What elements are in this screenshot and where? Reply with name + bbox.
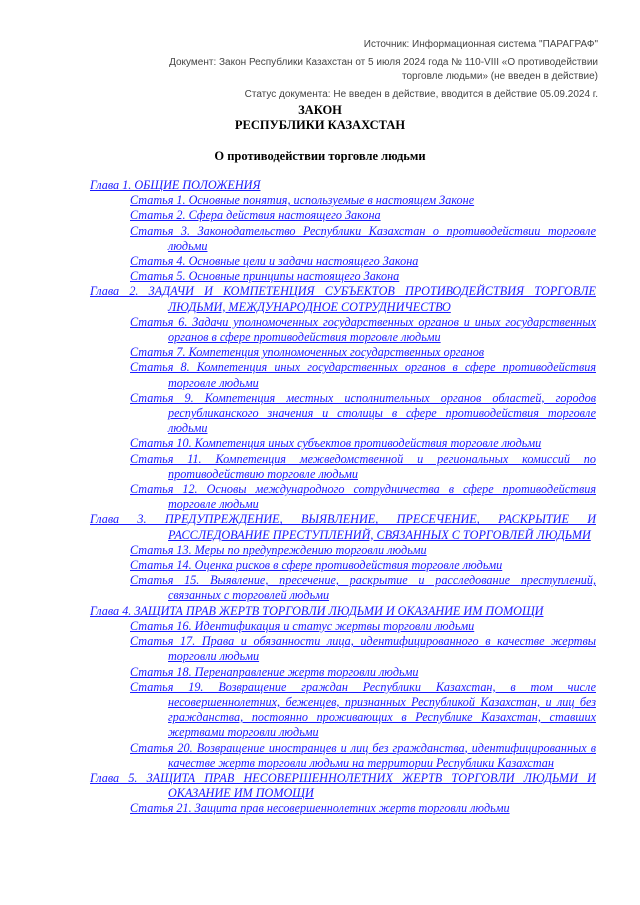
toc-chapter-link[interactable]: Глава 3. ПРЕДУПРЕЖДЕНИЕ, ВЫЯВЛЕНИЕ, ПРЕСЕЧЕНИЕ, РАСКРЫТИЕ И РАССЛЕДОВАНИЕ ПРЕСТУПЛЕНИЙ, СВЯЗАННЫХ С ТОРГОВЛЕЙ ЛЮДЬМИ [90,512,596,542]
toc-article-link[interactable]: Статья 14. Оценка рисков в сфере противодействия торговле людьми [130,558,503,573]
toc-chapter-link[interactable]: Глава 1. ОБЩИЕ ПОЛОЖЕНИЯ [90,178,261,192]
law-subtitle: О противодействии торговле людьми [214,149,426,163]
document-meta [128,38,598,106]
source-line: Источник: Информационная система "ПАРАГРАФ" [363,39,598,50]
toc-article-link[interactable]: Статья 8. Компетенция иных государственных органов в сфере противодействия торговле людьми [130,360,596,390]
toc-article-link[interactable]: Статья 4. Основные цели и задачи настоящего Закона [130,254,419,269]
toc-article-link[interactable]: Статья 11. Компетенция межведомственной и региональных комиссий по противодействию торговле людьми [130,451,596,481]
toc-article-link[interactable]: Статья 2. Сфера действия настоящего Закона [130,208,381,223]
toc-article-link[interactable]: Статья 16. Идентификация и статус жертвы торговли людьми [130,618,475,633]
toc-chapter-link[interactable]: Глава 4. ЗАЩИТА ПРАВ ЖЕРТВ ТОРГОВЛИ ЛЮДЬМИ И ОКАЗАНИЕ ИМ ПОМОЩИ [90,603,544,618]
toc-article-link[interactable]: Статья 1. Основные понятия, используемые в настоящем Законе [130,193,475,208]
toc-article-link[interactable]: Статья 20. Возвращение иностранцев и лиц без гражданства, идентифицированных в качестве жертв торговли людьми на территории Республики Казахстан [130,740,596,770]
toc-article-link[interactable]: Статья 9. Компетенция местных исполнительных органов областей, городов республиканского значения и столицы в сфере противодействия торговле людьми [130,390,596,436]
table-of-contents [90,178,596,817]
toc-article-link[interactable]: Статья 19. Возвращение граждан Республики Казахстан, в том числе несовершеннолетних, беженцев, признанных Республикой Казахстан, и лиц без гражданства, постоянно проживающих в Республике Казахстан, ставших жертвами торговли людьми [130,679,596,740]
status-line: Статус документа: Не введен в действие, вводится в действие 05.09.2024 г. [244,89,598,100]
toc-article-link[interactable]: Статья 21. Защита прав несовершеннолетних жертв торговли людьми [130,801,510,816]
document-line: Документ: Закон Республики Казахстан от 5 июля 2024 года № 110-VIII «О противодействии торговле людьми» (не введен в действие) [169,57,598,82]
toc-article-link[interactable]: Статья 13. Меры по предупреждению торговли людьми [130,542,427,557]
toc-article-link[interactable]: Статья 10. Компетенция иных субъектов противодействия торговле людьми [130,436,542,451]
toc-article-link[interactable]: Статья 12. Основы международного сотрудничества в сфере противодействия торговле людьми [130,482,596,512]
toc-article-link[interactable]: Статья 7. Компетенция уполномоченных государственных органов [130,345,485,360]
toc-article-link[interactable]: Статья 17. Права и обязанности лица, идентифицированного в качестве жертвы торговли людьми [130,634,596,664]
toc-chapter-link[interactable]: Глава 2. ЗАДАЧИ И КОМПЕТЕНЦИЯ СУБЪЕКТОВ ПРОТИВОДЕЙСТВИЯ ТОРГОВЛЕ ЛЮДЬМИ, МЕЖДУНАРОДНОЕ СОТРУДНИЧЕСТВО [90,284,596,314]
law-title [0,103,640,133]
title-line-1: ЗАКОН [298,103,342,117]
toc-article-link[interactable]: Статья 18. Перенаправление жертв торговли людьми [130,664,419,679]
toc-article-link[interactable]: Статья 5. Основные принципы настоящего Закона [130,269,400,284]
toc-article-link[interactable]: Статья 6. Задачи уполномоченных государственных органов и иных государственных органов в сфере противодействия торговле людьми [130,314,596,345]
title-line-2: РЕСПУБЛИКИ КАЗАХСТАН [234,118,406,132]
toc-article-link[interactable]: Статья 3. Законодательство Республики Казахстан о противодействии торговле людьми [130,223,596,253]
toc-chapter-link[interactable]: Глава 5. ЗАЩИТА ПРАВ НЕСОВЕРШЕННОЛЕТНИХ ЖЕРТВ ТОРГОВЛИ ЛЮДЬМИ И ОКАЗАНИЕ ИМ ПОМОЩИ [90,770,596,801]
toc-article-link[interactable]: Статья 15. Выявление, пресечение, раскрытие и расследование преступлений, связанных с торговлей людьми [130,573,596,603]
